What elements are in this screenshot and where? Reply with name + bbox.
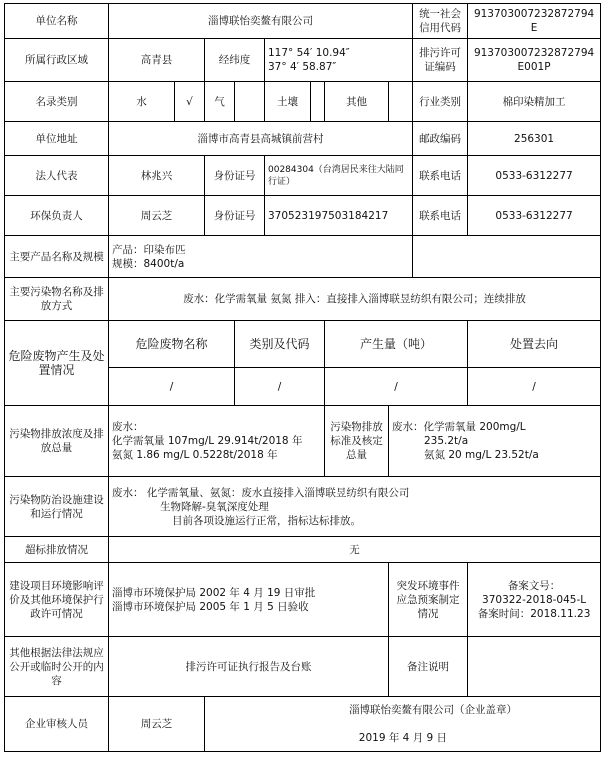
eia-label: 建设项目环境影响评价及其他环境保护行政许可情况 [5, 563, 109, 637]
category-other-blank [389, 82, 413, 122]
seal-date: 2019 年 4 月 9 日 [358, 732, 448, 744]
fac-line-3: 目前各项设施运行正常，指标达标排放。 [172, 514, 361, 527]
record-line-3: 备案时间：2018.11.23 [477, 607, 591, 620]
address-value: 淄博市高青县高城镇前营村 [109, 122, 413, 156]
legal-label: 法人代表 [5, 156, 109, 196]
hazard-col-code: 类别及代码 [235, 321, 325, 368]
conc-line-3: 氨氮 1.86 mg/L 0.5228t/2018 年 [112, 449, 278, 461]
seal-text: 淄博联怡奕鳌有限公司（企业盖章） [349, 704, 518, 716]
hazard-label: 危险废物产生及处置情况 [5, 321, 109, 406]
exceed-value: 无 [109, 537, 601, 563]
emergency-label: 突发环境事件应急预案制定情况 [389, 563, 468, 637]
postcode-value: 256301 [468, 122, 601, 156]
coord-label: 经纬度 [205, 39, 265, 82]
pollutant-label: 主要污染物名称及排放方式 [5, 278, 109, 321]
hazard-val-amount: / [325, 368, 468, 406]
industry-label: 行业类别 [413, 82, 468, 122]
postcode-label: 邮政编码 [413, 122, 468, 156]
product-label: 主要产品名称及规模 [5, 236, 109, 278]
category-soil: 土壤 [265, 82, 311, 122]
env-phone-label: 联系电话 [413, 196, 468, 236]
legal-id-label: 身份证号 [205, 156, 265, 196]
std-line-1: 废水：化学需氧量 200mg/L [392, 421, 526, 433]
record-line-2: 370322-2018-045-L [482, 593, 587, 606]
unit-name-label: 单位名称 [5, 4, 109, 39]
hazard-col-dest: 处置去向 [468, 321, 601, 368]
coord-lon: 117° 54′ 10.94″ [268, 47, 350, 59]
concentration-value [109, 406, 325, 477]
category-label: 名录类别 [5, 82, 109, 122]
legal-id-value: 00284304（台湾居民来往大陆同行证） [265, 156, 413, 196]
exceed-label: 超标排放情况 [5, 537, 109, 563]
std-line-2: 235.2t/a [424, 435, 469, 447]
facility-label: 污染物防治设施建设和运行情况 [5, 477, 109, 537]
fac-line-1: 废水： 化学需氧量、氨氮：废水直接排入淄博联昱纺织有限公司 [112, 486, 410, 499]
hazard-val-code: / [235, 368, 325, 406]
conc-line-1: 废水： [112, 421, 144, 433]
disclosure-form [4, 3, 600, 763]
hazard-col-amount: 产生量（吨） [325, 321, 468, 368]
eia-value [109, 563, 389, 637]
address-label: 单位地址 [5, 122, 109, 156]
other-value: 排污许可证执行报告及台账 [109, 637, 389, 697]
standard-label: 污染物排放标准及核定总量 [325, 406, 389, 477]
category-water: 水 [109, 82, 175, 122]
facility-value [109, 477, 601, 537]
note-value [468, 637, 601, 697]
legal-phone-label: 联系电话 [413, 156, 468, 196]
conc-line-2: 化学需氧量 107mg/L 29.914t/2018 年 [112, 435, 303, 447]
hazard-col-name: 危险废物名称 [109, 321, 235, 368]
seal-block [205, 697, 601, 752]
record-line-1: 备案文号： [507, 579, 561, 592]
pollutant-value: 废水：化学需氧量 氨氮 排入：直接排入淄博联昱纺织有限公司；连续排放 [109, 278, 601, 321]
standard-value [389, 406, 601, 477]
unit-name-value: 淄博联怡奕鳌有限公司 [109, 4, 413, 39]
note-label: 备注说明 [389, 637, 468, 697]
auditor-label: 企业审核人员 [5, 697, 109, 752]
legal-phone-value: 0533-6312277 [468, 156, 601, 196]
product-value [109, 236, 413, 278]
district-label: 所属行政区域 [5, 39, 109, 82]
env-phone-value: 0533-6312277 [468, 196, 601, 236]
legal-value: 林兆兴 [109, 156, 205, 196]
credit-code-label: 统一社会信用代码 [413, 4, 468, 39]
coord-lat: 37° 4′ 58.87″ [268, 61, 337, 73]
env-person-value: 周云芝 [109, 196, 205, 236]
district-value: 高青县 [109, 39, 205, 82]
std-line-3: 氨氮 20 mg/L 23.52t/a [424, 449, 539, 461]
category-other: 其他 [325, 82, 389, 122]
permit-value: 913703007232872794E001P [468, 39, 601, 82]
auditor-value: 周云芝 [109, 697, 205, 752]
category-gas: 气 [205, 82, 235, 122]
form-table [4, 3, 601, 752]
product-name: 产品：印染布匹 [112, 243, 186, 256]
eia-line-1: 淄博市环境保护局 2002 年 4 月 19 日审批 [112, 586, 316, 599]
category-soil-check [235, 82, 265, 122]
hazard-val-dest: / [468, 368, 601, 406]
other-label: 其他根据法律法规应公开或临时公开的内容 [5, 637, 109, 697]
hazard-val-name: / [109, 368, 235, 406]
eia-line-2: 淄博市环境保护局 2005 年 1 月 5 日验收 [112, 600, 309, 613]
concentration-label: 污染物排放浓度及排放总量 [5, 406, 109, 477]
credit-code-value: 913703007232872794E [468, 4, 601, 39]
product-scale: 规模：8400t/a [112, 257, 185, 270]
category-check: √ [175, 82, 205, 122]
env-id-label: 身份证号 [205, 196, 265, 236]
env-person-label: 环保负责人 [5, 196, 109, 236]
category-other-check [311, 82, 325, 122]
permit-label: 排污许可证编码 [413, 39, 468, 82]
env-id-value: 370523197503184217 [265, 196, 413, 236]
record-value [468, 563, 601, 637]
product-blank [413, 236, 601, 278]
fac-line-2: 生物降解-臭氧深度处理 [160, 500, 269, 513]
coord-value [265, 39, 413, 82]
industry-value: 棉印染精加工 [468, 82, 601, 122]
